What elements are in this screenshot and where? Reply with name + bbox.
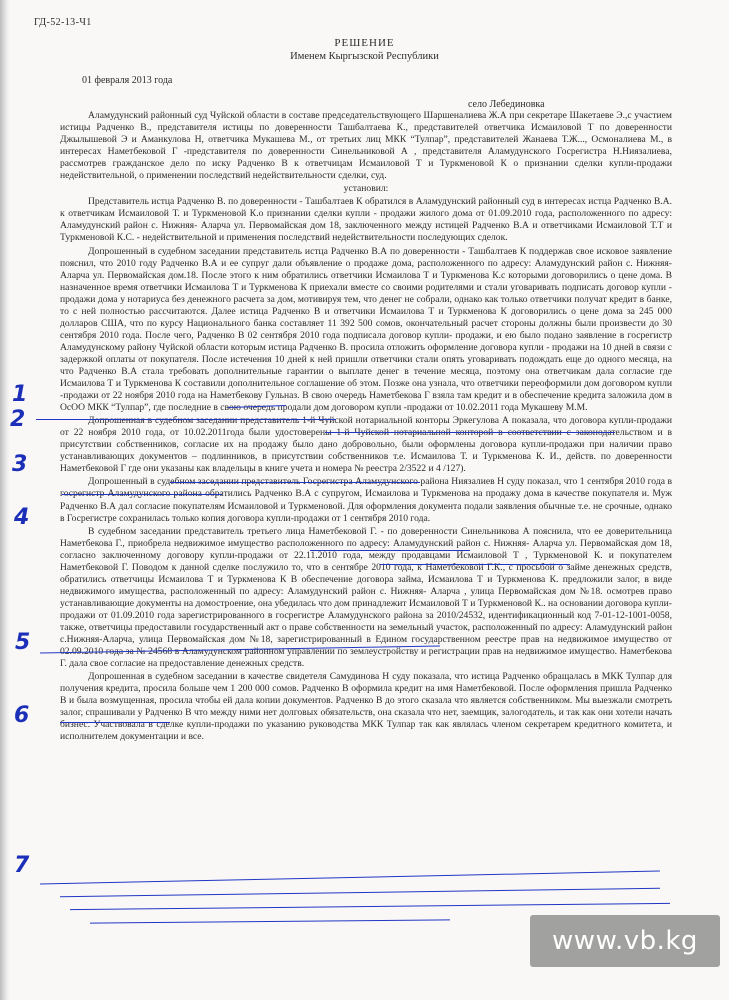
intro-paragraph: Аламудунский районный суд Чуйской области в составе председательствующего Шаршеналиева Ж.А при секретаре Шакетаеве Э.,с участием истицы Радченко В., представителя истицы по доверенности Ташбалтаева К., представителей ответчика Исмаиловой Т по доверенности Джылышевой Э и Аманкулова Н, ответчика Мукашева М., от третьих лиц МКК “Тулпар”, представителей Жанаева Т.Ж..., Осмоналиева М., в интересах Наметбековой Г -представителя по доверенности Синельниковой А , представителя Аламудунского Госрегистра Н.Ниязалиева, рассмотрев гражданское дело по иску Радченко В к ответчицам Исмаиловой Т и Туркменовой К о признании сделки купли-продажи недействительной, о применении последствий недействительности сделки, суд. [60, 110, 672, 182]
pen-underline [60, 888, 660, 897]
pen-underline [90, 919, 450, 923]
margin-number: 3 [12, 452, 28, 477]
pen-underline [62, 494, 222, 495]
pen-underline [40, 871, 660, 885]
testimony-paragraph: Допрошенный в судебном заседании представитель истца Радченко В.А по доверенности - Ташбалтаев К поддержав свое исковое заявление пояснил, что 2010 году Радченко В.А и ее супруг дали объявление о продаже дома, расположенного по адресу: Аламудунский район с. Нижняя-Аларча ул. Первомайская дом.18. После этого к ним обратились ответчики Исмаилова Т и Туркменова К.с которыми договорились о цене дома. В назначенное время ответчики Исмаилова Т и Туркменова К приехали вместе со своими родителями и стали уговаривать подписать договор купли - продажи дома у нотариуса без денежного расчета за дом, мотивируя тем, что денег не собрали, однако как только ответчики получат кредит в банке, то с ней полностью рассчитаются. Далее истица Радченко В и ответчики Исмаилова Т и Туркменова К договорились о цене дома за 245 000 долларов США, что по курсу Национального банка составляет 11 392 500 сомов, окончательный расчет стороны должны были произвести до 30 сентября 2010 года. После чего, Радченко В 02 сентября 2010 года подписала договор купли- продажи, и ею было подано заявление в госрегистр Аламудунскому району Чуйской области которым истица Радченко В. просила отложить оформление договора купли - продажи на 10 дней в связи с задержкой оплаты от покупателя. После истечения 10 дней к ней пришли ответчики стали опять уговаривать подождать еще до одного месяца, на что Радченко В.А стала требовать дополнительные гарантии о выплате денег в течение месяца, поэтому она ответчикам дала согласие где Исмаилова Т и Туркменова К составили дополнительное соглашение об этом. Позже она узнала, что ответчики переоформили дом договором купли -продажи от 22 ноября 2010 года на Наметбекову Гульназ. В свою очередь Наметбекова Г взяла там кредит и в обеспечение кредита заложила дом в ОсОО МКК “Тулпар”, где последние в свою очередь продали дом договором купли -продажи от 10.02.2011 года Мукашеву М.М. [60, 245, 672, 414]
pen-underline [170, 482, 420, 483]
document-body [60, 110, 672, 743]
testimony-paragraph: Допрошенная в судебном заседании представитель 1-й Чуйской нотариальной конторы Эркегулова А показала, что договора купли-продажи от 22 ноября 2010 года, от 10.02.2011года были удостоверены 1-й Чуйской нотариальной конторой в соответствии с законодательством и в присутствии собственников, согласие их на продажу было дано добровольно, были оформлены договора купли-продажи при наличии право устанавливающих документов – подлинников, в присутствии собственников т.е. Исмаилова Т. и Туркменова К. И., действ. по доверенности Наметбековой Г где они указаны как владельцы в книге учета и номера № реестра 2/3522 и 4 /127). [60, 415, 672, 475]
margin-number: 2 [10, 407, 26, 432]
margin-number: 6 [14, 703, 30, 728]
document-subtitle: Именем Кыргызской Республики [290, 51, 439, 62]
scan-edge-shadow [0, 0, 10, 1000]
site-watermark [530, 915, 720, 967]
pen-underline [380, 564, 570, 565]
watermark-text: www.vb.kg [552, 926, 698, 956]
document-date: 01 февраля 2013 года [82, 75, 173, 86]
section-heading: установил: [343, 183, 389, 195]
pen-underline [70, 903, 670, 910]
margin-number: 7 [14, 853, 30, 878]
testimony-paragraph: Допрошенный в судебном заседании представитель Госрегистра Аламудунского района Ниязалиев Н суду показал, что 1 сентября 2010 года в госрегистр Аламудунского района обратились Радченко В.А с супругом, Исмаилова и Туркменова на продажу дома в качестве покупателя и. Муж Радченко В.А дал согласие покупателям Исмаиловой и Туркменовой. Для оформления документа подали заявления обычные т.е. не срочные, однако в Госрегистре сохранилась только копия договора купли-продажи от 1 сентября 2010 года. [60, 476, 672, 524]
claim-paragraph: Представитель истца Радченко В. по доверенности - Ташбалтаев К обратился в Аламудунский районный суд в интересах истца Радченко В.А. к ответчикам Исмаиловой Т. и Туркменовой К.о признании сделки купли - продажи жилого дома от 01.09.2010 года, расположенного по адресу: Аламудунский район с. Нижняя- Аларча ул. Первомайская дом 18, заключенного между истицей Радченко В.А и ответчиками Исмаиловой Т.Т и Туркменовой К.С. - недействительной и применения последствий недействительности последующих сделок. [60, 196, 672, 244]
pen-underline [325, 432, 615, 433]
margin-number: 1 [12, 382, 28, 407]
pen-underline [60, 722, 170, 723]
pen-underline [310, 550, 470, 551]
testimony-paragraph: В судебном заседании представитель третьего лица Наметбековой Г. - по доверенности Синельникова А пояснила, что ее доверительница Наметбекова Г., приобрела недвижимое имущество расположенного по адресу: Аламудунский район с. Нижняя- Аларча ул. Первомайская дом 18, согласно заключенному договору купли-продажи от 22.11.2010 года, между продавцами Исмаиловой Т , Туркменовой К. и покупателем Наметбековой Г. Поводом к данной сделке послужило то, что в сентябре 2010 года, к Наметбековой Г.К., с просьбой о займе денежных средств, обратились ответчицы Исмаилова Т и Туркменова К В обеспечение договора займа, Исмаилова Т и Туркменова К. предложили залог, в виде недвижимого имущества, расположенный по адресу: Аламудунский район с. Нижняя- Аларча , улица Первомайская дом №18. осмотрев право устанавливающие документы на домостроение, она убедилась что дом принадлежит Исмаиловой Т и Туркменовой К.. на основании договора купли-продажи от 01.09.2010 года зарегистрированного в госрегистре Аламудунского района за 2010/24532, идентификационный код 7-01-12-1001-0058, также, ответчицы предоставили государственный акт о праве собственности на земельный участок, расположенный по адресу: Аламудунский район с.Нижняя-Аларча, улица Первомайская дом №18, зарегистрированный в Едином государственном реестре прав на недвижимое имущество от 02.09.2010 года за № 24568 в Аламудунском районном управлении по землеустройству и регистрации прав на недвижимое имущество. Наметбекова Г. дала свое согласие на предоставление денежных средств. [60, 525, 672, 670]
testimony-paragraph: Допрошенная в судебном заседании в качестве свидетеля Самудинова Н суду показала, что истица Радченко обращалась в МКК Тулпар для получения кредита, просила больше чем 1 200 000 сомов. Радченко В оформила кредит на имя Наметбековой. После оформления пришла Радченко В и была возмущенная, просила чтобы ей дала копии документов. Радченко В до этого сказала что является собственником. Мы выезжали смотреть залог, спрашивали у Радченко В что между ними нет долговых обязательств, она сказала что нет, заемщик, залогодатель, и так как они хотели начать бизнес. Участвовала в сделке купли-продажи по указанию руководства МКК Тулпар так как являлась членом секретарем кредитного комитета, и исполнителем документации и все. [60, 671, 672, 743]
document-title: РЕШЕНИЕ [334, 37, 395, 49]
document-place: село Лебединовка [468, 99, 545, 110]
margin-number: 5 [15, 630, 31, 655]
margin-number: 4 [14, 505, 30, 530]
case-number: ГД-52-13-Ч1 [34, 17, 92, 28]
pen-underline [36, 419, 336, 420]
